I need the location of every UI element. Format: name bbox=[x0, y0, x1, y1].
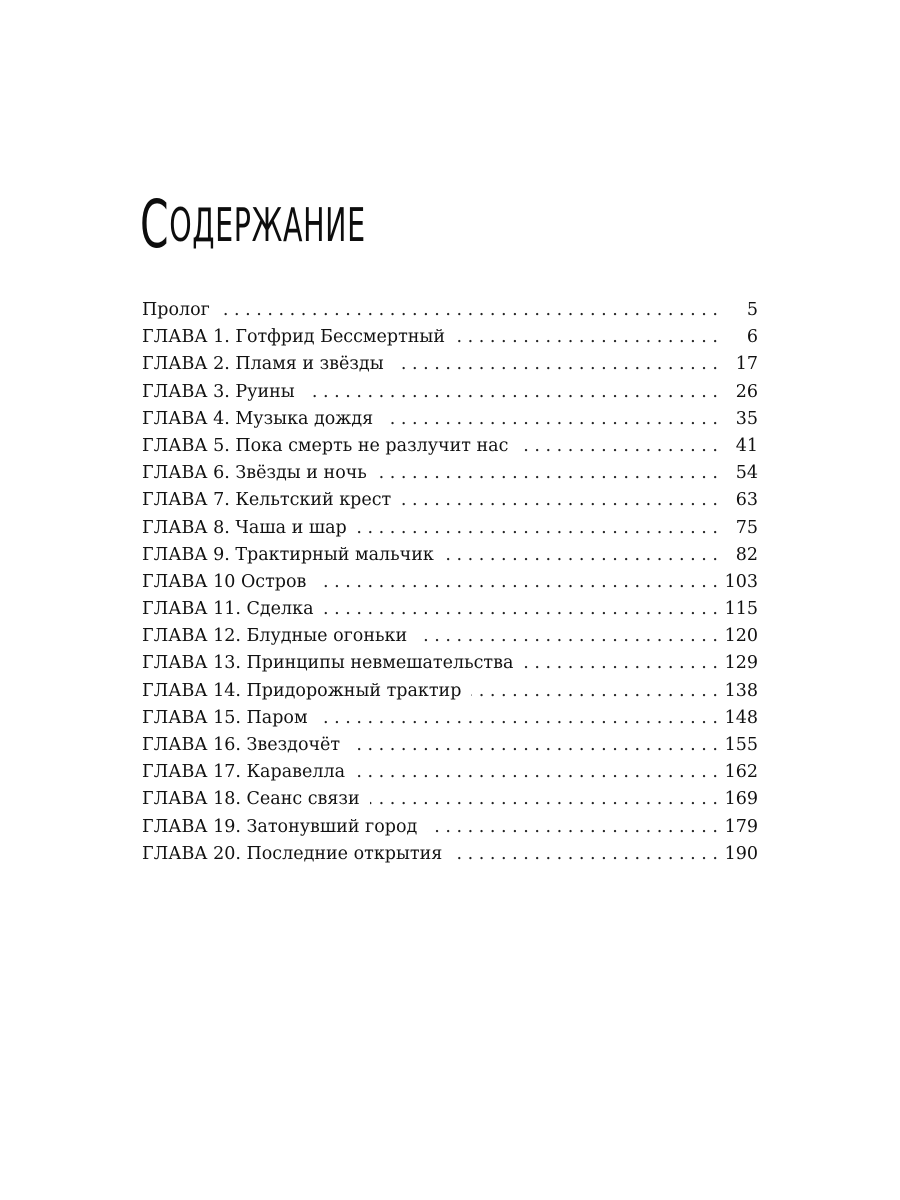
toc-entry bbox=[142, 487, 758, 514]
entry-title: ГЛАВА 4. Музыка дождя bbox=[142, 408, 374, 429]
dot-leader bbox=[401, 487, 718, 514]
dot-leader bbox=[324, 596, 718, 623]
entry-title: ГЛАВА 6. Звёзды и ночь bbox=[142, 463, 367, 484]
dot-leader bbox=[417, 623, 718, 650]
entry-page-number: 54 bbox=[735, 463, 758, 484]
toc-entry bbox=[142, 406, 758, 433]
toc-entry bbox=[142, 786, 758, 813]
toc-entry bbox=[142, 297, 758, 324]
entry-page-number: 148 bbox=[724, 707, 758, 728]
title-initial: С bbox=[140, 186, 170, 263]
entry-title: ГЛАВА 5. Пока смерть не разлучит нас bbox=[142, 435, 509, 456]
entry-page-number: 26 bbox=[735, 381, 758, 402]
dot-leader bbox=[220, 297, 718, 324]
entry-title: ГЛАВА 7. Кельтский крест bbox=[142, 490, 392, 511]
entry-title: ГЛАВА 12. Блудные огоньки bbox=[142, 626, 408, 647]
entry-title: ГЛАВА 20. Последние открытия bbox=[142, 843, 443, 864]
toc-entry bbox=[142, 678, 758, 705]
toc-entry bbox=[142, 623, 758, 650]
dot-leader bbox=[318, 705, 718, 732]
entry-title: ГЛАВА 19. Затонувший город bbox=[142, 816, 418, 837]
dot-leader bbox=[357, 515, 718, 542]
dot-leader bbox=[394, 351, 718, 378]
dot-leader bbox=[444, 542, 718, 569]
toc-entry bbox=[142, 351, 758, 378]
toc-list bbox=[142, 297, 758, 868]
entry-title: ГЛАВА 11. Сделка bbox=[142, 599, 314, 620]
toc-entry bbox=[142, 433, 758, 460]
toc-entry bbox=[142, 379, 758, 406]
entry-page-number: 6 bbox=[746, 327, 758, 348]
toc-entry bbox=[142, 460, 758, 487]
entry-page-number: 155 bbox=[724, 735, 758, 755]
entry-page-number: 41 bbox=[735, 435, 758, 456]
entry-page-number: 103 bbox=[724, 571, 758, 592]
entry-page-number: 5 bbox=[746, 300, 758, 320]
page-title bbox=[140, 186, 366, 263]
dot-leader bbox=[452, 841, 718, 868]
toc-entry bbox=[142, 841, 758, 868]
entry-page-number: 162 bbox=[724, 762, 758, 783]
dot-leader bbox=[355, 759, 718, 786]
entry-title: ГЛАВА 13. Принципы невмешательства bbox=[142, 653, 514, 674]
dot-leader bbox=[305, 379, 718, 406]
entry-page-number: 179 bbox=[724, 816, 758, 837]
dot-leader bbox=[370, 786, 718, 813]
toc-entry bbox=[142, 569, 758, 596]
entry-title: ГЛАВА 1. Готфрид Бессмертный bbox=[142, 327, 446, 348]
entry-title: ГЛАВА 3. Руины bbox=[142, 381, 295, 402]
dot-leader bbox=[377, 460, 718, 487]
entry-title: ГЛАВА 10 Остров bbox=[142, 571, 307, 592]
dot-leader bbox=[350, 732, 718, 759]
entry-page-number: 190 bbox=[724, 843, 758, 864]
entry-page-number: 138 bbox=[724, 680, 758, 701]
toc-entry bbox=[142, 515, 758, 542]
toc-entry bbox=[142, 759, 758, 786]
entry-page-number: 129 bbox=[724, 653, 758, 674]
entry-title: ГЛАВА 2. Пламя и звёзды bbox=[142, 354, 384, 375]
entry-title: ГЛАВА 9. Трактирный мальчик bbox=[142, 544, 434, 565]
toc-entry bbox=[142, 542, 758, 569]
dot-leader bbox=[383, 406, 718, 433]
toc-entry bbox=[142, 596, 758, 623]
toc-entry bbox=[142, 814, 758, 841]
dot-leader bbox=[523, 650, 718, 677]
entry-title: ГЛАВА 16. Звездочёт bbox=[142, 735, 341, 755]
dot-leader bbox=[455, 324, 718, 351]
entry-page-number: 82 bbox=[735, 544, 758, 565]
entry-page-number: 120 bbox=[724, 626, 758, 647]
entry-page-number: 75 bbox=[735, 517, 758, 538]
dot-leader bbox=[427, 814, 718, 841]
entry-title: ГЛАВА 15. Паром bbox=[142, 707, 308, 728]
dot-leader bbox=[316, 569, 718, 596]
entry-title: ГЛАВА 8. Чаша и шар bbox=[142, 517, 347, 538]
title-rest: ОДЕРЖАНИЕ bbox=[169, 198, 366, 252]
entry-page-number: 115 bbox=[724, 599, 758, 620]
entry-page-number: 35 bbox=[735, 408, 758, 429]
entry-title: ГЛАВА 14. Придорожный трактир bbox=[142, 680, 462, 701]
entry-page-number: 63 bbox=[735, 490, 758, 511]
toc-entry bbox=[142, 705, 758, 732]
dot-leader bbox=[518, 433, 718, 460]
entry-page-number: 17 bbox=[735, 354, 758, 375]
entry-title: Пролог bbox=[142, 300, 210, 320]
entry-page-number: 169 bbox=[724, 789, 758, 810]
toc-entry bbox=[142, 324, 758, 351]
entry-title: ГЛАВА 18. Сеанс связи bbox=[142, 789, 360, 810]
toc-entry bbox=[142, 732, 758, 759]
toc-entry bbox=[142, 650, 758, 677]
dot-leader bbox=[471, 678, 718, 705]
entry-title: ГЛАВА 17. Каравелла bbox=[142, 762, 346, 783]
